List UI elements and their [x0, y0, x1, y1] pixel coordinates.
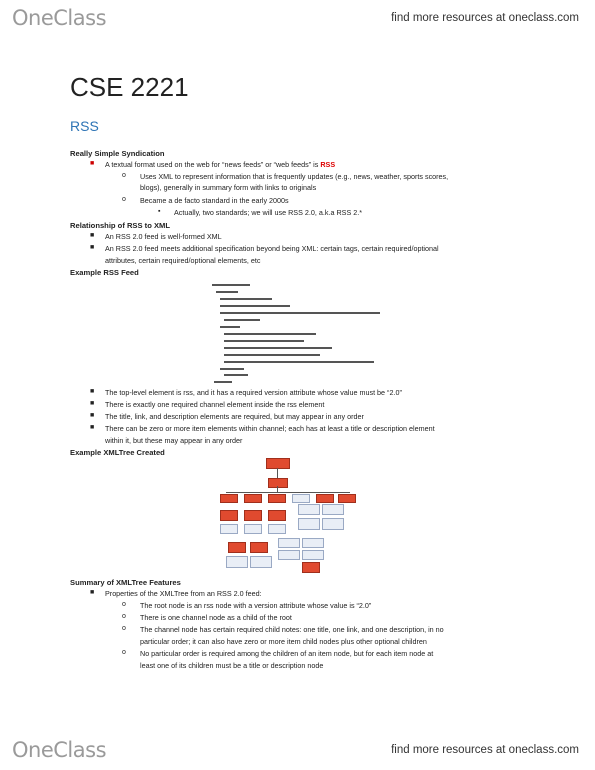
list-item: There is exactly one required channel element inside the rss element	[105, 400, 325, 409]
list-item-continued: particular order; it can also have zero or more item child nodes plus other optional children	[140, 637, 427, 646]
list-item: The channel node has certain required child notes: one title, one link, and one description, in no	[140, 625, 444, 634]
circle-bullet-icon: o	[122, 601, 126, 608]
tree-node	[244, 494, 262, 503]
list-item: Properties of the XMLTree from an RSS 2.0 feed:	[105, 589, 262, 598]
heading-example-xmltree: Example XMLTree Created	[70, 448, 165, 457]
tree-node	[244, 524, 262, 534]
tree-edge	[277, 468, 278, 478]
tree-node	[268, 494, 286, 503]
tree-node	[250, 542, 268, 553]
tree-node	[268, 478, 288, 488]
heading-example-rss-feed: Example RSS Feed	[70, 268, 139, 277]
tree-node	[302, 538, 324, 548]
list-item: Actually, two standards; we will use RSS 2.0, a.k.a RSS 2.*	[174, 208, 363, 217]
tree-node	[278, 550, 300, 560]
section-subtitle: RSS	[70, 118, 99, 134]
list-item: Became a de facto standard in the early 2000s	[140, 196, 289, 205]
resources-link-footer[interactable]: find more resources at oneclass.com	[391, 744, 579, 756]
list-item: An RSS 2.0 feed is well-formed XML	[105, 232, 222, 241]
resources-link[interactable]: find more resources at oneclass.com	[391, 12, 579, 24]
tree-node	[322, 518, 344, 530]
circle-bullet-icon: o	[122, 625, 126, 632]
tree-node	[298, 518, 320, 530]
list-item: The root node is an rss node with a version attribute whose value is “2.0”	[140, 601, 372, 610]
tree-node	[322, 504, 344, 515]
page-title: CSE 2221	[70, 72, 189, 102]
tree-node	[298, 504, 320, 515]
bullet-icon: ■	[90, 160, 95, 167]
bullet-icon: ■	[90, 388, 95, 395]
circle-bullet-icon: o	[122, 649, 126, 656]
tree-node	[316, 494, 334, 503]
tree-node	[226, 556, 248, 568]
tree-node	[302, 550, 324, 560]
xmltree-diagram	[218, 458, 358, 604]
tree-node	[220, 494, 238, 503]
rss-feed-code-image	[206, 281, 391, 373]
bullet-icon: ■	[90, 244, 95, 251]
circle-bullet-icon: o	[122, 613, 126, 620]
heading-really-simple-syndication: Really Simple Syndication	[70, 149, 165, 158]
oneclass-logo[interactable]: OneClass	[12, 6, 107, 30]
tree-node	[302, 562, 320, 573]
heading-summary-xmltree: Summary of XMLTree Features	[70, 578, 181, 587]
bullet-icon: ■	[90, 589, 95, 596]
code-line	[224, 374, 248, 376]
tree-node	[244, 510, 262, 521]
oneclass-logo-footer[interactable]: OneClass	[12, 738, 107, 762]
tree-node	[250, 556, 272, 568]
square-bullet-icon: ▪	[158, 208, 161, 215]
circle-bullet-icon: o	[122, 196, 126, 203]
list-item: No particular order is required among the children of an item node, but for each item node at	[140, 649, 434, 658]
bullet-icon: ■	[90, 232, 95, 239]
tree-node	[268, 510, 286, 521]
list-item: There is one channel node as a child of the root	[140, 613, 292, 622]
list-item: There can be zero or more item elements within channel; each has at least a title or description element	[105, 424, 435, 433]
code-line	[214, 381, 232, 383]
list-item-continued: attributes, certain required/optional elements, etc	[105, 256, 261, 265]
tree-node	[278, 538, 300, 548]
tree-node	[268, 524, 286, 534]
list-item: Uses XML to represent information that is frequently updates (e.g., news, weather, sports scores,	[140, 172, 449, 181]
bullet-icon: ■	[90, 400, 95, 407]
tree-node	[220, 524, 238, 534]
tree-node	[220, 510, 238, 521]
list-item-continued: within it, but these may appear in any order	[105, 436, 243, 445]
tree-node	[292, 494, 310, 503]
circle-bullet-icon: o	[122, 172, 126, 179]
tree-node	[228, 542, 246, 553]
list-item: The title, link, and description elements are required, but may appear in any order	[105, 412, 364, 421]
list-item: The top-level element is rss, and it has a required version attribute whose value must be “2.0”	[105, 388, 402, 397]
list-item: A textual format used on the web for “news feeds” or “web feeds” is RSS	[105, 160, 336, 169]
bullet-icon: ■	[90, 424, 95, 431]
heading-relationship-rss-xml: Relationship of RSS to XML	[70, 221, 170, 230]
list-item-continued: blogs), generally in summary form with links to originals	[140, 183, 317, 192]
tree-node	[266, 458, 290, 469]
tree-node	[338, 494, 356, 503]
tree-edge	[226, 492, 350, 493]
bullet-icon: ■	[90, 412, 95, 419]
list-item: An RSS 2.0 feed meets additional specification beyond being XML: certain tags, certain required/optional	[105, 244, 439, 253]
list-item-continued: least one of its children must be a title or description node	[140, 661, 324, 670]
